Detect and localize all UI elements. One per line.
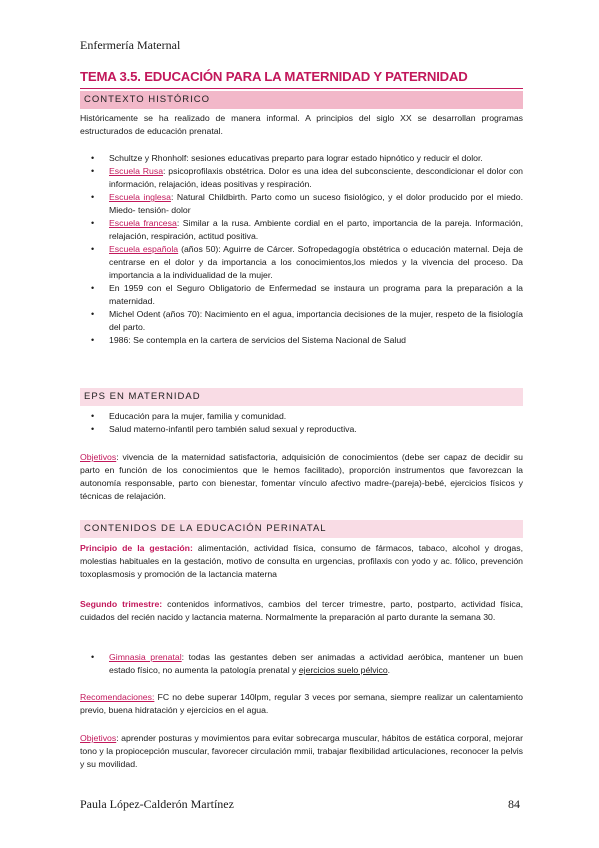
- page-header: Enfermería Maternal: [80, 38, 181, 52]
- recomendaciones: Recomendaciones: FC no debe superar 140lpm, regular 3 veces por semana, siempre realizar un calentamiento previo, buena hidratación y ejercicios en el agua.: [80, 692, 523, 715]
- contexto-intro: Históricamente se ha realizado de manera informal. A principios del siglo XX se desarrollan programas estructurados de educación prenatal.: [80, 113, 523, 136]
- section-heading-contenidos: [80, 520, 523, 538]
- suelo-pelvico-link[interactable]: ejercicios suelo pélvico: [298, 665, 388, 675]
- gimnasia-prenatal-link[interactable]: Gimnasia prenatal: [109, 652, 182, 662]
- eps-list: [80, 410, 523, 436]
- principio-label: Principio de la gestación:: [80, 543, 193, 553]
- list-item: • Escuela española (años 50): Aguirre de Cárcer. Sofropedagogía obstétrica o educación maternal. Deja de centrarse en el dolor y da importancia a los conocimientos,los miedos y la vivencia del proceso. Da importancia a la individualidad de la mujer.: [80, 243, 523, 282]
- list-item: • Salud materno-infantil pero también salud sexual y reproductiva.: [80, 423, 523, 436]
- escuela-inglesa-link[interactable]: Escuela inglesa: [109, 192, 171, 202]
- contexto-list: [80, 152, 523, 347]
- title-rule: [80, 88, 523, 89]
- list-item: • Educación para la mujer, familia y comunidad.: [80, 410, 523, 423]
- list-item: • Gimnasia prenatal: todas las gestantes deben ser animadas a actividad aeróbica, mantener un buen estado físico, no aumenta la patología prenatal y ejercicios suelo pélvico.: [80, 651, 523, 677]
- section-heading-contexto: [80, 91, 523, 109]
- section-heading-label: CONTEXTO HISTÓRICO: [84, 94, 211, 105]
- list-item: • 1986: Se contempla en la cartera de servicios del Sistema Nacional de Salud: [80, 334, 523, 347]
- list-item: • Schultze y Rhonholf: sesiones educativas preparto para lograr estado hipnótico y reducir el dolor.: [80, 152, 523, 165]
- recomendaciones-link[interactable]: Recomendaciones:: [80, 692, 155, 702]
- segundo-trimestre: Segundo trimestre: contenidos informativos, cambios del tercer trimestre, parto, postparto, actividad física, cuidados del recién nacido y lactancia materna. Normalmente la preparación al parto durante la semana 30.: [80, 599, 523, 622]
- list-item: • Escuela inglesa: Natural Childbirth. Parto como un suceso fisiológico, y el dolor producido por el miedo. Miedo- tensión- dolor: [80, 191, 523, 217]
- page-title: TEMA 3.5. EDUCACIÓN PARA LA MATERNIDAD Y PATERNIDAD: [80, 69, 468, 84]
- escuela-rusa-link[interactable]: Escuela Rusa: [109, 166, 164, 176]
- list-item: • Escuela francesa: Similar a la rusa. Ambiente cordial en el parto, importancia de la pareja. Información, relajación, respiración, actitud positiva.: [80, 217, 523, 243]
- objetivos-link-2[interactable]: Objetivos: [80, 733, 117, 743]
- segundo-label: Segundo trimestre:: [80, 599, 163, 609]
- section-heading-label: EPS EN MATERNIDAD: [84, 391, 201, 402]
- list-item: • Escuela Rusa: psicoprofilaxis obstétrica. Dolor es una idea del subconsciente, descondicionar el dolor con información, relajación, ideas positivas y respiración.: [80, 165, 523, 191]
- objetivos-gimnasia: Objetivos: aprender posturas y movimientos para evitar sobrecarga muscular, hábitos de estática corporal, mejorar tono y la propiocepción muscular, favorecer circulación mmii, trabajar flexibilidad articulaciones, reconocer la pelvis y su movilidad.: [80, 733, 523, 769]
- escuela-francesa-link[interactable]: Escuela francesa: [109, 218, 177, 228]
- section-heading-label: CONTENIDOS DE LA EDUCACIÓN PERINATAL: [84, 523, 327, 534]
- gimnasia-list: [80, 651, 523, 677]
- list-item: • En 1959 con el Seguro Obligatorio de Enfermedad se instaura un programa para la preparación a la maternidad.: [80, 282, 523, 308]
- section-heading-eps: [80, 388, 523, 406]
- eps-objetivos: Objetivos: vivencia de la maternidad satisfactoria, adquisición de conocimientos (debe ser capaz de decidir su parto en función de los conocimientos que le hemos facilitado), proporción instrumentos que favorezcan la autonomía responsable, parto con bienestar, fomentar vínculo afectivo madre-(pareja)-bebé, ejercicios físicos y técnicas de relajación.: [80, 452, 523, 501]
- page-number: 84: [508, 797, 520, 811]
- footer-author: Paula López-Calderón Martínez: [80, 797, 234, 811]
- list-item: • Michel Odent (años 70): Nacimiento en el agua, importancia decisiones de la mujer, respeto de la fisiología del parto.: [80, 308, 523, 334]
- principio-gestacion: Principio de la gestación: alimentación, actividad física, consumo de fármacos, tabaco, alcohol y drogas, molestias habituales en la gestación, motivo de consulta en urgencias, profilaxis con yodo y ac. fólico, prevención toxoplasmosis y promoción de la lactancia materna: [80, 543, 523, 579]
- escuela-espanola-link[interactable]: Escuela española: [109, 244, 179, 254]
- objetivos-link[interactable]: Objetivos: [80, 452, 117, 462]
